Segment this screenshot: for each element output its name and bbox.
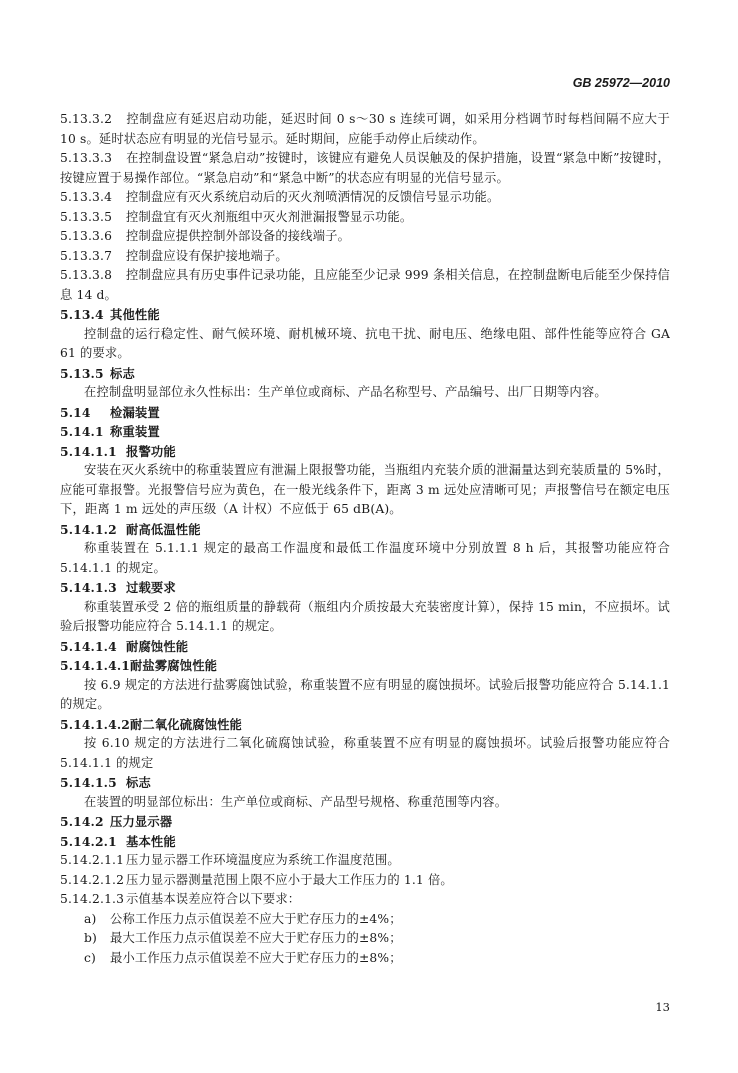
heading-title: 耐腐蚀性能: [126, 638, 189, 654]
heading-5-14-1-1: [60, 442, 670, 462]
clause-5-13-3-7: [60, 247, 670, 267]
list-label: c): [84, 950, 96, 965]
heading-title: 耐盐雾腐蚀性能: [129, 658, 218, 673]
paragraph-5-13-4: 控制盘的运行稳定性、耐气候环境、耐机械环境、抗电干扰、耐电压、绝缘电阻、部件性能等应符合 GA 61 的要求。: [60, 326, 670, 360]
clause-text: 在控制盘设置“紧急启动”按键时，该键应有避免人员误触及的保护措施，设置“紧急中断”按键时，按键应置于易操作部位。“紧急启动”和“紧急中断”的状态应有明显的光信号显示。: [60, 151, 670, 185]
heading-title: 标志: [126, 775, 151, 790]
document-body: [60, 110, 670, 968]
heading-5-14-1-3: [60, 578, 670, 598]
clause-5-13-3-4: [60, 188, 670, 208]
clause-number: 5.13.4: [60, 307, 104, 322]
clause-number: 5.14.2.1.3: [60, 892, 125, 906]
clause-number: 5.14.1.3: [60, 580, 117, 595]
paragraph-5-14-1-3: 称重装置承受 2 倍的瓶组质量的静载荷（瓶组内介质按最大充装密度计算），保持 15 min，不应损坏。试验后报警功能应符合 5.14.1.1 的规定。: [60, 599, 670, 633]
clause-text: 控制盘应设有保护接地端子。: [126, 248, 288, 263]
list-item: [60, 910, 670, 930]
clause-number: 5.13.5: [60, 365, 104, 381]
heading-5-13-4: [60, 305, 670, 325]
heading-title: 压力显示器: [110, 814, 173, 829]
list-label: a): [84, 911, 97, 926]
paragraph-5-13-5: 在控制盘明显部位永久性标出：生产单位或商标、产品名称型号、产品编号、出厂日期等内容。: [84, 385, 607, 399]
paragraph-5-14-1-2: 称重装置在 5.1.1.1 规定的最高工作温度和最低工作温度环境中分别放置 8 h 后，其报警功能应符合 5.14.1.1 的规定。: [60, 541, 670, 575]
clause-number: 5.14.2: [60, 814, 104, 829]
clause-number: 5.13.3.8: [60, 268, 113, 282]
list-item: [60, 929, 670, 949]
heading-title: 其他性能: [110, 307, 160, 322]
heading-5-14: [60, 403, 670, 423]
list-text: 最小工作压力点示值误差不应大于贮存压力的±8%；: [110, 950, 402, 965]
clause-number: 5.14: [60, 404, 91, 420]
heading-5-14-1: [60, 422, 670, 442]
list-text: 公称工作压力点示值误差不应大于贮存压力的±4%；: [110, 911, 402, 926]
clause-text: 控制盘宜有灭火剂瓶组中灭火剂泄漏报警显示功能。: [126, 209, 413, 224]
clause-5-14-2-1-2: [60, 871, 670, 891]
clause-5-13-3-8: [60, 266, 670, 305]
heading-5-13-5: [60, 364, 670, 384]
heading-5-14-1-2: [60, 520, 670, 540]
clause-text: 控制盘应有延迟启动功能，延迟时间 0 s～30 s 连续可调，如采用分档调节时每档间隔不应大于 10 s。延时状态应有明显的光信号显示。延时期间，应能手动停止后续动作。: [60, 112, 670, 146]
clause-5-13-3-5: [60, 208, 670, 228]
standard-number: GB 25972—2010: [572, 76, 670, 90]
clause-number: 5.13.3.6: [60, 229, 113, 243]
clause-5-13-3-3: [60, 149, 670, 188]
clause-text: 控制盘应提供控制外部设备的接线端子。: [126, 229, 351, 243]
heading-5-14-1-5: [60, 773, 670, 793]
clause-5-14-2-1-3: [60, 890, 670, 910]
heading-title: 耐二氧化硫腐蚀性能: [129, 716, 242, 732]
heading-5-14-2-1: [60, 832, 670, 852]
clause-number: 5.14.2.1: [60, 833, 117, 849]
clause-number: 5.14.1.4.2: [60, 716, 130, 732]
heading-title: 过载要求: [126, 580, 176, 595]
clause-number: 5.14.1.2: [60, 521, 117, 537]
clause-number: 5.13.3.3: [60, 151, 113, 165]
heading-title: 标志: [110, 365, 135, 381]
page-number: 13: [655, 1000, 670, 1014]
clause-number: 5.14.2.1.2: [60, 872, 125, 887]
clause-number: 5.14.1.4.1: [60, 658, 130, 673]
list-label: b): [84, 931, 97, 945]
paragraph-5-14-1-4-2: 按 6.10 规定的方法进行二氧化硫腐蚀试验，称重装置不应有明显的腐蚀损坏。试验后报警功能应符合 5.14.1.1 的规定: [60, 736, 670, 770]
clause-number: 5.14.2.1.1: [60, 853, 125, 867]
heading-5-14-1-4-2: [60, 715, 670, 735]
paragraph-5-14-1-4-1: 按 6.9 规定的方法进行盐雾腐蚀试验，称重装置不应有明显的腐蚀损坏。试验后报警功能应符合 5.14.1.1 的规定。: [60, 677, 670, 711]
clause-number: 5.13.3.2: [60, 112, 113, 126]
heading-5-14-2: [60, 812, 670, 832]
clause-5-13-3-6: [60, 227, 670, 247]
heading-title: 检漏装置: [110, 404, 160, 420]
heading-5-14-1-4-1: [60, 656, 670, 676]
clause-number: 5.14.1.5: [60, 775, 117, 790]
heading-title: 耐高低温性能: [126, 521, 201, 537]
paragraph-5-14-1-1: 安装在灭火系统中的称重装置应有泄漏上限报警功能，当瓶组内充装介质的泄漏量达到充装质量的 5%时，应能可靠报警。光报警信号应为黄色，在一般光线条件下，距离 3 m 远处应清晰可见；声报警信号在额定电压下，距离 1 m 远处的声压级（A 计权）不应低于 65 dB(A)。: [60, 463, 670, 516]
clause-text: 示值基本误差应符合以下要求：: [126, 892, 301, 906]
clause-number: 5.14.1.4: [60, 638, 117, 654]
heading-5-14-1-4: [60, 637, 670, 657]
clause-number: 5.13.3.4: [60, 190, 113, 204]
clause-number: 5.13.3.5: [60, 209, 113, 224]
clause-number: 5.14.1: [60, 424, 104, 439]
clause-text: 控制盘应有灭火系统启动后的灭火剂喷洒情况的反馈信号显示功能。: [126, 190, 500, 204]
clause-number: 5.13.3.7: [60, 248, 113, 263]
clause-text: 压力显示器工作环境温度应为系统工作温度范围。: [126, 853, 400, 867]
heading-title: 称重装置: [110, 424, 160, 439]
list-item: [60, 949, 670, 969]
clause-text: 控制盘应具有历史事件记录功能，且应能至少记录 999 条相关信息，在控制盘断电后能至少保持信息 14 d。: [60, 268, 670, 302]
list-text: 最大工作压力点示值误差不应大于贮存压力的±8%；: [110, 931, 402, 945]
clause-5-14-2-1-1: [60, 851, 670, 871]
heading-title: 报警功能: [126, 443, 176, 459]
heading-title: 基本性能: [126, 833, 176, 849]
paragraph-5-14-1-5: 在装置的明显部位标出：生产单位或商标、产品型号规格、称重范围等内容。: [84, 794, 508, 809]
clause-number: 5.14.1.1: [60, 443, 117, 459]
clause-5-13-3-2: [60, 110, 670, 149]
clause-text: 压力显示器测量范围上限不应小于最大工作压力的 1.1 倍。: [126, 872, 453, 887]
